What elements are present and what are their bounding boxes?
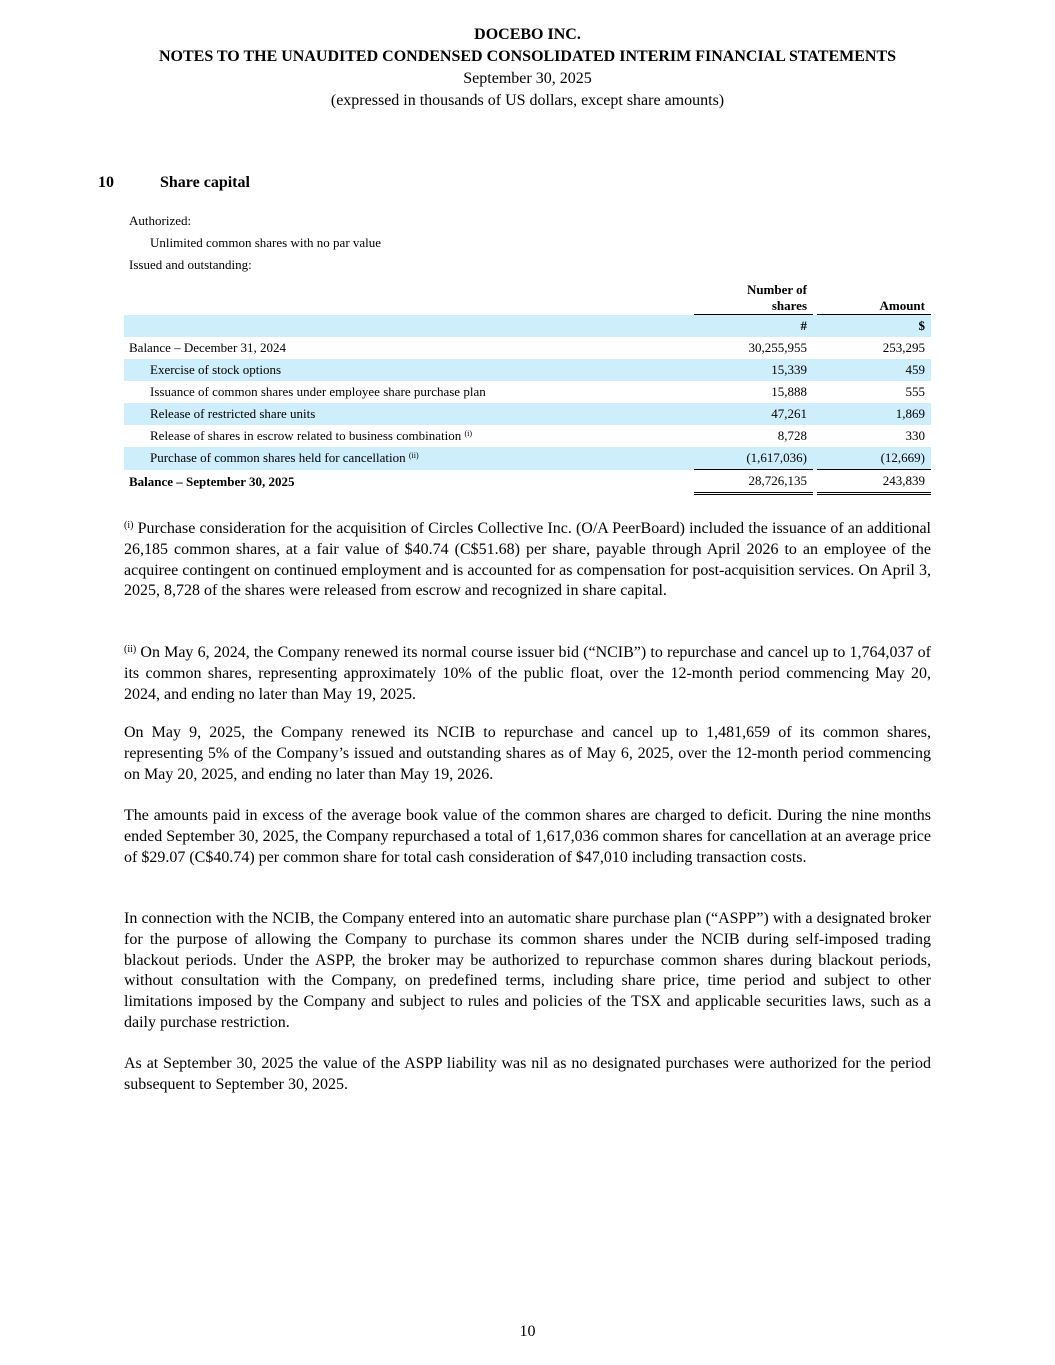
share-capital-table bbox=[124, 280, 931, 495]
footnote-i: $^{(i)}$ Purchase consideration for the acquisition of Circles Collective Inc. (O/A PeerBoard) included the issuance of an additional 26,185 common shares, at a fair value of $40.74 (C$51.68) per share, payable through April 2026 to an employee of the acquiree contingent on continued employment and is accounted for as compensation for post-acquisition services. On April 3, 2025, 8,728 of the shares were released from escrow and recognized in share capital. bbox=[124, 520, 932, 600]
table-row: Release of restricted share units 47,261 1,869 bbox=[124, 403, 931, 425]
aspp-liability-paragraph: As at September 30, 2025 the value of the ASPP liability was nil as no designated purchases were authorized for the period subsequent to September 30, 2025. bbox=[124, 1055, 931, 1093]
table-total-row: Balance – September 30, 2025 28,726,135 243,839 bbox=[124, 470, 931, 494]
shares-unit: # bbox=[694, 315, 813, 338]
amount-unit: $ bbox=[817, 315, 931, 338]
statement-date: September 30, 2025 bbox=[463, 70, 592, 87]
unlimited-shares-text: Unlimited common shares with no par value bbox=[150, 235, 382, 250]
authorized-label: Authorized: bbox=[129, 213, 192, 228]
units-note: (expressed in thousands of US dollars, except share amounts) bbox=[330, 92, 725, 109]
shares-column-header: Number of shares bbox=[746, 282, 807, 313]
footnote-ii: $^{(ii)}$ On May 6, 2024, the Company renewed its normal course issuer bid (“NCIB”) to repurchase and cancel up to 1,764,037 of its common shares, representing approximately 10% of the public float, over the 12-month period commencing May 20, 2024, and ending no later than May 19, 2025. bbox=[124, 644, 932, 703]
aspp-paragraph: In connection with the NCIB, the Company entered into an automatic share purchase plan (“ASPP”) with a designated broker for the purpose of allowing the Company to purchase its common shares under the NCIB during self-imposed trading blackout periods. Under the ASPP, the broker may be authorized to repurchase common shares during blackout periods, without consultation with the Company, on predefined terms, including share price, time period and subject to other limitations imposed by the Company and subject to rules and policies of the TSX and applicable securities laws, such as a daily purchase restriction. bbox=[124, 910, 931, 1031]
repurchase-paragraph: The amounts paid in excess of the average book value of the common shares are charged to deficit. During the nine months ended September 30, 2025, the Company repurchased a total of 1,617,036 common shares for cancellation at an average price of $29.07 (C$40.74) per common share for total cash consideration of $47,010 including transaction costs. bbox=[124, 807, 931, 866]
ncib-renewal-paragraph: On May 9, 2025, the Company renewed its NCIB to repurchase and cancel up to 1,481,659 of its common shares, representing 5% of the Company’s issued and outstanding shares as of May 6, 2025, over the 12-month period commencing on May 20, 2025, and ending no later than May 19, 2026. bbox=[124, 724, 931, 783]
table-row: Release of shares in escrow related to business combination $^{(i)}$ 8,728 330 bbox=[150, 428, 925, 443]
table-header-row bbox=[124, 280, 931, 315]
section-title: Share capital bbox=[160, 174, 250, 191]
page-number: 10 bbox=[519, 1323, 536, 1340]
table-unit-row bbox=[124, 315, 931, 338]
table-row: Exercise of stock options 15,339 459 bbox=[124, 359, 931, 381]
table-row: Issuance of common shares under employee share purchase plan 15,888 555 bbox=[150, 384, 925, 399]
footnote-marker: (ii) bbox=[408, 451, 419, 461]
issued-label: Issued and outstanding: bbox=[129, 257, 252, 272]
section-number: 10 bbox=[98, 174, 114, 191]
table-row: Purchase of common shares held for cancellation $^{(ii)}$ (1,617,036) (12,669) bbox=[124, 447, 931, 470]
footnote-marker: (i) bbox=[464, 429, 472, 438]
company-name: DOCEBO INC. bbox=[474, 26, 581, 43]
notes-title: NOTES TO THE UNAUDITED CONDENSED CONSOLIDATED INTERIM FINANCIAL STATEMENTS bbox=[158, 48, 897, 65]
amount-column-header: Amount bbox=[879, 298, 925, 313]
table-row: Balance – December 31, 2024 30,255,955 253,295 bbox=[129, 340, 925, 355]
